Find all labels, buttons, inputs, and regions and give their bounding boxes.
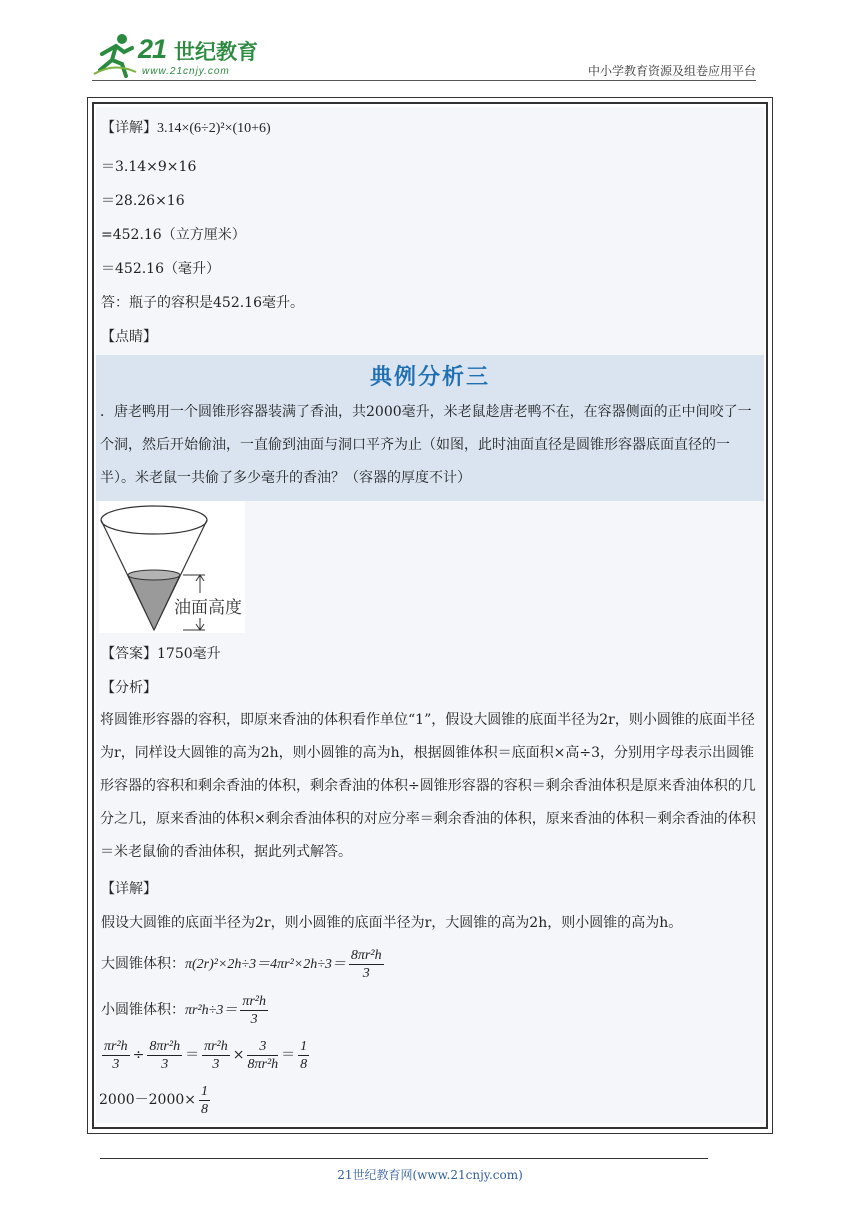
big-cone-expression: π(2r)²×2h÷3＝4πr²×2h÷3＝ <box>185 957 346 972</box>
logo-number: 21 <box>138 34 167 64</box>
fraction-denominator: 3 <box>362 965 370 981</box>
small-cone-fraction <box>240 993 268 1028</box>
fraction-numerator: 1 <box>300 1038 308 1054</box>
oil-height-label: 油面高度 <box>173 593 243 618</box>
logo-url: www.21cnjy.com <box>142 66 230 77</box>
cone-figure <box>99 501 245 633</box>
small-cone-line <box>101 990 271 1031</box>
comment-label: 【点睛】 <box>101 329 157 345</box>
calc-line-2: ＝3.14×9×16 <box>101 159 197 175</box>
ratio-fraction-5 <box>298 1038 309 1073</box>
fraction-denominator: 8 <box>300 1056 308 1072</box>
platform-title: 中小学教育资源及组卷应用平台 <box>587 64 756 78</box>
detail-expression: 3.14×(6÷2)²×(10+6) <box>157 121 271 136</box>
fraction-numerator: 3 <box>247 1038 278 1056</box>
big-cone-fraction <box>349 947 384 982</box>
calc-line-4: =452.16（立方厘米） <box>101 227 246 243</box>
fraction-numerator: 8πr²h <box>350 947 382 963</box>
page-header <box>0 0 860 90</box>
footer-text[interactable]: 21世纪教育网(www.21cnjy.com) <box>337 1168 523 1182</box>
calc-line-3: ＝28.26×16 <box>101 193 185 209</box>
question-text: ．唐老鸭用一个圆锥形容器装满了香油，共2000毫升，米老鼠趁唐老鸭不在，在容器侧面的正中间咬了一个洞，然后开始偷油，一直偷到油面与洞口平齐为止（如图，此时油面直径是圆锥形容器底面直径的一半）。米老鼠一共偷了多少毫升的香油？（容器的厚度不计） <box>100 404 752 486</box>
analysis-text: 将圆锥形容器的容积，即原来香油的体积看作单位“1”，假设大圆锥的底面半径为2r，则小圆锥的底面半径为r，同样设大圆锥的高为2h，则小圆锥的高为h，根据圆锥体积＝底面积×高÷3，分别用字母表示出圆锥形容器的容积和剩余香油的体积，剩余香油的体积÷圆锥形容器的容积＝剩余香油体积是原来香油体积的几分之几，原来香油的体积×剩余香油体积的对应分率＝剩余香油的体积，原来香油的体积－剩余香油的体积＝米老鼠偷的香油体积，据此列式解答。 <box>100 712 756 860</box>
multiply-operator: × <box>232 1047 245 1063</box>
fraction-denominator: 8 <box>201 1101 208 1117</box>
small-cone-expression: πr²h÷3＝ <box>185 1003 238 1018</box>
fraction-numerator: 1 <box>201 1083 208 1099</box>
example-title: 典例分析三 <box>369 365 490 390</box>
fraction-denominator: 3 <box>112 1056 120 1072</box>
logo-text: 世纪教育 <box>174 40 258 64</box>
divide-operator: ÷ <box>132 1047 145 1063</box>
calc-line-5: ＝452.16（毫升） <box>101 261 220 277</box>
answer-label: 【答案】1750毫升 <box>101 646 221 662</box>
ratio-fraction-2 <box>147 1038 182 1073</box>
final-expression: 2000－2000× <box>99 1092 196 1108</box>
fraction-numerator: πr²h <box>104 1038 128 1054</box>
fraction-numerator: 8πr²h <box>149 1038 181 1054</box>
ratio-fraction-1 <box>102 1038 130 1073</box>
answer-sentence: 答：瓶子的容积是452.16毫升。 <box>101 295 304 311</box>
analysis-label: 【分析】 <box>101 680 157 696</box>
detail-label: 【详解】 <box>101 120 157 136</box>
final-expression-line <box>99 1080 213 1120</box>
final-fraction <box>199 1083 210 1118</box>
small-cone-label: 小圆锥体积： <box>101 1002 185 1018</box>
fraction-denominator: 3 <box>250 1011 258 1027</box>
header-divider <box>92 80 756 81</box>
site-logo[interactable] <box>92 32 282 80</box>
fraction-denominator: 8πr²h <box>247 1056 279 1072</box>
big-cone-label: 大圆锥体积： <box>101 956 185 972</box>
fraction-numerator: πr²h <box>204 1038 228 1054</box>
equals-operator: ＝ <box>185 1047 200 1063</box>
ratio-fraction-4 <box>247 1038 278 1073</box>
ratio-fraction-3 <box>202 1038 230 1073</box>
equals-operator: ＝ <box>281 1047 296 1063</box>
fraction-numerator: πr²h <box>242 993 267 1009</box>
ratio-line <box>99 1035 312 1075</box>
detail-assumption: 假设大圆锥的底面半径为2r，则小圆锥的底面半径为r，大圆锥的高为2h，则小圆锥的高为h。 <box>101 915 683 931</box>
big-cone-line <box>101 944 387 985</box>
fraction-denominator: 3 <box>161 1056 169 1072</box>
detail-label-2: 【详解】 <box>101 881 157 897</box>
footer-divider <box>100 1158 708 1159</box>
fraction-denominator: 3 <box>212 1056 220 1072</box>
runner-icon <box>92 32 138 78</box>
detail-line-1 <box>101 119 271 138</box>
